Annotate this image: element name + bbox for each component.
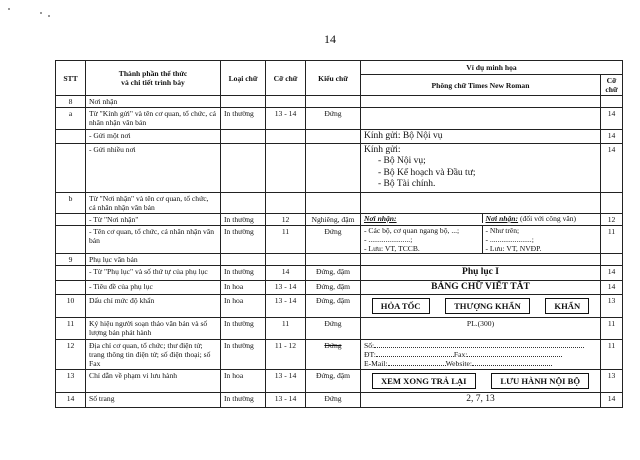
font-cell: In thường: [221, 393, 266, 407]
size-cell: 11: [266, 318, 306, 339]
header-component: [86, 61, 221, 96]
component-cell: Phụ lục văn bản: [86, 254, 221, 266]
size2-cell: 11: [601, 318, 623, 339]
stt-cell: 10: [56, 295, 86, 318]
stt-cell: b: [56, 192, 86, 213]
stt-cell: 13: [56, 369, 86, 392]
size2-cell: 13: [601, 369, 623, 392]
stt-cell: 8: [56, 96, 86, 108]
example-line: - Bộ Nội vụ;: [378, 156, 426, 167]
style-cell: Đứng, đậm: [306, 280, 361, 294]
size-cell: 13 - 14: [266, 393, 306, 407]
style-cell: Nghiêng, đậm: [306, 213, 361, 225]
size2-cell: 14: [601, 393, 623, 407]
table-row: [56, 192, 623, 213]
font-cell: In hoa: [221, 369, 266, 392]
example-line: - Lưu: VT, NVĐP.: [485, 244, 542, 254]
font-cell: In hoa: [221, 280, 266, 294]
fax-label: Fax:: [453, 349, 468, 359]
size-cell: 13 - 14: [266, 295, 306, 318]
example-cell: [361, 143, 601, 192]
example-cell: Phụ lục I: [361, 266, 601, 280]
component-cell: - Tên cơ quan, tổ chức, cá nhân nhận văn bản: [86, 225, 221, 253]
style-cell: Đứng: [306, 339, 361, 369]
urgency-box: KHẨN: [545, 298, 589, 314]
address-label: Số:: [364, 340, 375, 350]
stt-cell: 12: [56, 339, 86, 369]
size-cell: 13 - 14: [266, 280, 306, 294]
component-cell: Từ "Kính gửi" và tên cơ quan, tổ chức, cá nhân nhận văn bản: [86, 108, 221, 129]
example-line: - Lưu: VT, TCCB.: [364, 244, 420, 254]
header-component-line1: Thành phần thể thức: [118, 69, 188, 78]
table-row: [56, 266, 623, 280]
size-cell: 13 - 14: [266, 369, 306, 392]
size-cell: 14: [266, 266, 306, 280]
size2-cell: 14: [601, 129, 623, 143]
example-line: - Bộ Tài chính.: [378, 179, 436, 190]
font-cell: In hoa: [221, 295, 266, 318]
header-row: [56, 61, 623, 75]
example-cell: Kính gửi: Bộ Nội vụ: [361, 129, 601, 143]
table-row: [56, 318, 623, 339]
example-cell: BẢNG CHỮ VIẾT TẮT: [361, 280, 601, 294]
stt-cell: 11: [56, 318, 86, 339]
scan-speck: [40, 12, 42, 14]
style-cell: Đứng: [306, 393, 361, 407]
table-row: [56, 280, 623, 294]
size-cell: 11 - 12: [266, 339, 306, 369]
example-cell: [361, 339, 601, 369]
example-line: - Các bộ, cơ quan ngang bộ, ...;: [364, 225, 460, 235]
font-cell: In thường: [221, 108, 266, 129]
size2-cell: 13: [601, 295, 623, 318]
urgency-box: THƯỢNG KHẨN: [445, 298, 530, 314]
dotted-fill: [388, 365, 446, 366]
circulation-box: XEM XONG TRẢ LẠI: [372, 373, 476, 389]
email-label: E-Mail:: [364, 358, 388, 368]
header-font-name: Phông chữ Times New Roman: [361, 75, 601, 96]
size2-cell: 14: [601, 143, 623, 192]
table-row: [56, 369, 623, 392]
size2-cell: 14: [601, 108, 623, 129]
style-cell: Đứng: [306, 225, 361, 253]
example-recipients-label-letter: Nơi nhận:: [485, 213, 519, 223]
style-cell: Đứng, đậm: [306, 369, 361, 392]
component-cell: Địa chỉ cơ quan, tổ chức; thư điện tử; trang thông tin điện tử; số điện thoại; số Fax: [86, 339, 221, 369]
example-line: - Bộ Kế hoạch và Đầu tư;: [378, 167, 476, 178]
example-cell: [361, 295, 601, 318]
component-cell: - Từ "Nơi nhận": [86, 213, 221, 225]
size2-cell: 11: [601, 225, 623, 253]
component-cell: Ký hiệu người soạn thảo văn bản và số lượng bản phát hành: [86, 318, 221, 339]
header-example: Ví dụ minh họa: [361, 61, 623, 75]
component-cell: Số trang: [86, 393, 221, 407]
component-cell: - Gửi nhiều nơi: [86, 143, 221, 192]
table-row: [56, 339, 623, 369]
scan-speck: [8, 8, 10, 10]
header-size2: Cỡ chữ: [601, 75, 623, 96]
style-cell: Đứng, đậm: [306, 295, 361, 318]
example-cell: PL.(300): [361, 318, 601, 339]
circulation-box: LƯU HÀNH NỘI BỘ: [491, 373, 589, 389]
header-size: Cỡ chữ: [266, 61, 306, 96]
page-number: 14: [324, 32, 336, 46]
component-cell: Từ "Nơi nhận" và tên cơ quan, tổ chức, cá nhân nhận văn bản: [86, 192, 221, 213]
example-recipients-note: (đối với công văn): [518, 213, 577, 223]
font-cell: In thường: [221, 225, 266, 253]
table-row: [56, 213, 623, 225]
table-row: [56, 295, 623, 318]
table-row: [56, 254, 623, 266]
scan-speck: [48, 15, 50, 17]
header-component-line2: và chi tiết trình bày: [121, 78, 185, 88]
example-title: Kính gửi:: [364, 144, 401, 155]
component-cell: Nơi nhận: [86, 96, 221, 108]
website-label: Website:: [445, 358, 473, 368]
format-table: [55, 60, 623, 408]
component-cell: - Từ "Phụ lục" và số thứ tự của phụ lục: [86, 266, 221, 280]
dotted-fill: [376, 356, 454, 357]
example-line: - ......................;: [485, 234, 534, 244]
phone-label: ĐT:: [364, 349, 376, 359]
component-cell: Chỉ dẫn về phạm vi lưu hành: [86, 369, 221, 392]
stt-cell: a: [56, 108, 86, 129]
size2-cell: 12: [601, 213, 623, 225]
stt-cell: 14: [56, 393, 86, 407]
dotted-fill: [374, 347, 584, 348]
urgency-box: HỎA TỐC: [372, 298, 430, 314]
style-cell: Đứng, đậm: [306, 266, 361, 280]
component-cell: Dấu chỉ mức độ khẩn: [86, 295, 221, 318]
font-cell: In thường: [221, 213, 266, 225]
size2-cell: 14: [601, 280, 623, 294]
table-row: [56, 225, 623, 253]
font-cell: In thường: [221, 339, 266, 369]
dotted-fill: [472, 365, 552, 366]
size-cell: 12: [266, 213, 306, 225]
table-row: [56, 393, 623, 407]
header-style: Kiểu chữ: [306, 61, 361, 96]
size-cell: 11: [266, 225, 306, 253]
table-row: [56, 129, 623, 143]
dotted-fill: [467, 356, 562, 357]
example-cell: [361, 369, 601, 392]
table-row: [56, 143, 623, 192]
font-cell: In thường: [221, 318, 266, 339]
font-cell: In thường: [221, 266, 266, 280]
example-recipients-label: Nơi nhận:: [364, 213, 397, 223]
header-font-type: Loại chữ: [221, 61, 266, 96]
header-stt: STT: [56, 61, 86, 96]
style-cell: Đứng: [306, 108, 361, 129]
example-cell: 2, 7, 13: [361, 393, 601, 407]
stt-cell: 9: [56, 254, 86, 266]
example-line: - ......................;: [364, 234, 413, 244]
component-cell: - Tiêu đề của phụ lục: [86, 280, 221, 294]
example-cell: [361, 213, 601, 225]
example-line: - Như trên;: [485, 225, 520, 235]
size2-cell: 14: [601, 266, 623, 280]
style-cell: Đứng: [306, 318, 361, 339]
example-cell: [361, 225, 601, 253]
component-cell: - Gửi một nơi: [86, 129, 221, 143]
size2-cell: 11: [601, 339, 623, 369]
size-cell: 13 - 14: [266, 108, 306, 129]
table-row: [56, 108, 623, 129]
table-row: [56, 96, 623, 108]
